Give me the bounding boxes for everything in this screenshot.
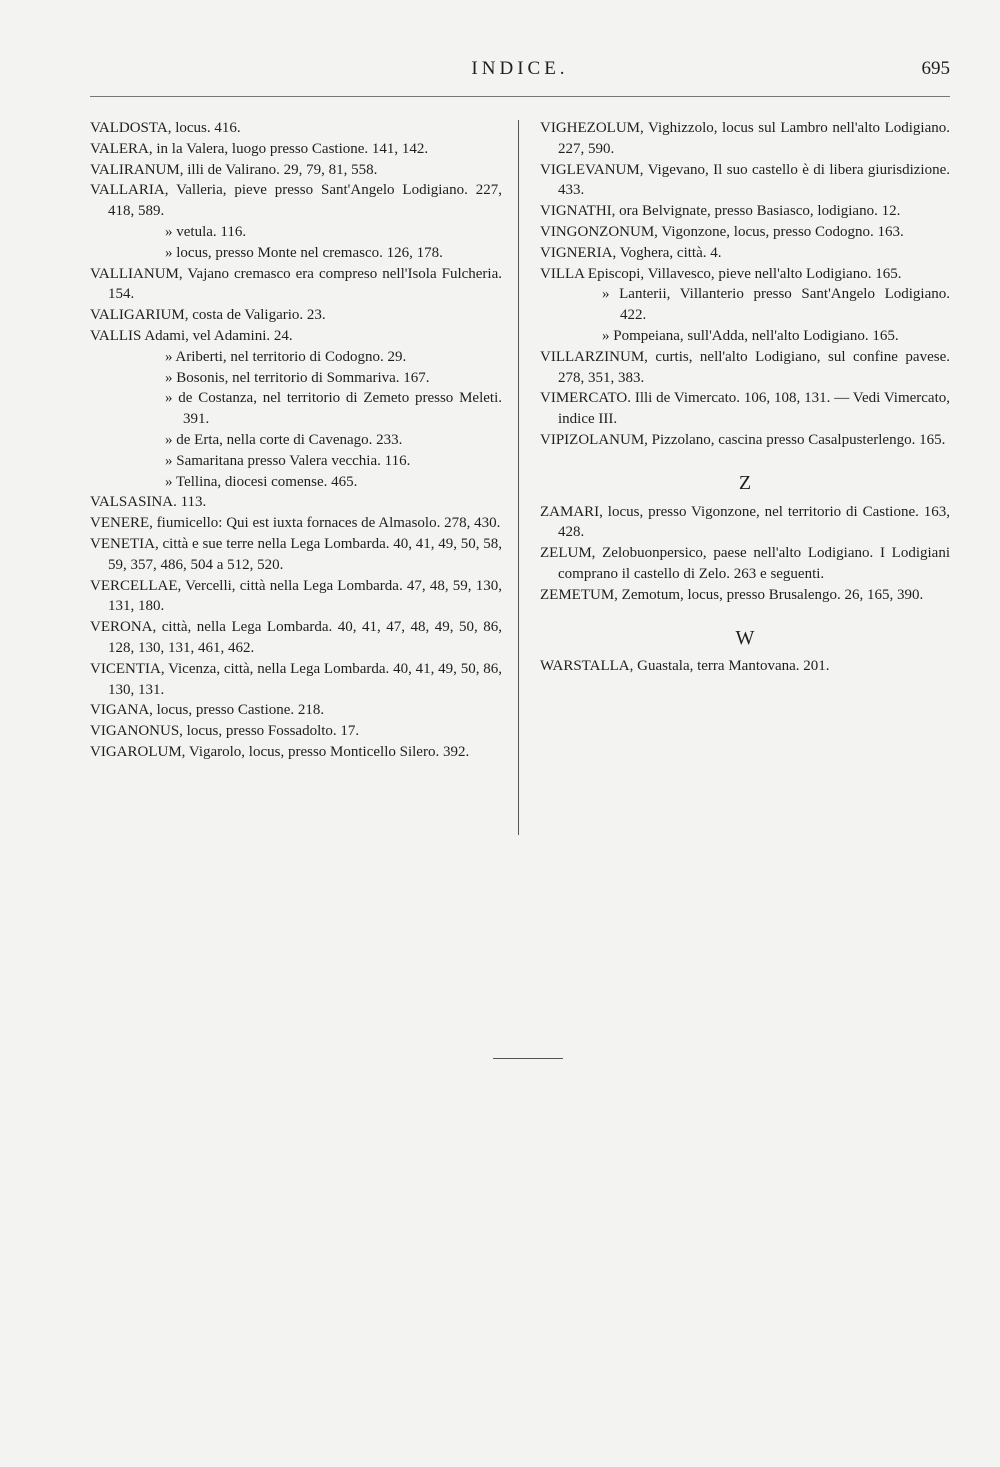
index-entry: VENERE, fiumicello: Qui est iuxta fornaces de Almasolo. 278, 430. <box>90 515 501 532</box>
column-divider <box>518 120 519 835</box>
index-subentry: » Lanterii, Villanterio presso Sant'Angelo Lodigiano. 422. <box>602 286 950 324</box>
index-subentry: » Pompeiana, sull'Adda, nell'alto Lodigiano. 165. <box>602 327 899 344</box>
index-entry: ZAMARI, locus, presso Vigonzone, nel territorio di Castione. 163, 428. <box>540 503 950 541</box>
index-entry: VENETIA, città e sue terre nella Lega Lombarda. 40, 41, 49, 50, 58, 59, 357, 486, 504 a 512, 520. <box>90 535 502 573</box>
index-entry: VIGANA, locus, presso Castione. 218. <box>90 702 325 719</box>
right-column <box>540 118 950 677</box>
index-entry: VILLARZINUM, curtis, nell'alto Lodigiano, sul confine pavese. 278, 351, 383. <box>540 348 950 386</box>
index-entry: VALLIANUM, Vajano cremasco era compreso nell'Isola Fulcheria. 154. <box>90 265 502 303</box>
index-entry: VALDOSTA, locus. 416. <box>90 120 241 136</box>
section-letter-z: Z <box>738 471 752 494</box>
header-rule <box>90 96 950 97</box>
index-entry: VILLA Episcopi, Villavesco, pieve nell'alto Lodigiano. 165. <box>540 265 902 282</box>
left-column <box>90 118 502 763</box>
index-entry: WARSTALLA, Guastala, terra Mantovana. 201. <box>540 658 830 675</box>
index-entry: VIGNERIA, Voghera, città. 4. <box>540 244 722 261</box>
index-entry: VINGONZONUM, Vigonzone, locus, presso Codogno. 163. <box>540 223 904 240</box>
index-entry: ZEMETUM, Zemotum, locus, presso Brusalengo. 26, 165, 390. <box>540 586 924 603</box>
index-entry: VIGLEVANUM, Vigevano, Il suo castello è di libera giurisdizione. 433. <box>540 161 950 199</box>
index-entry: ZELUM, Zelobuonpersico, paese nell'alto Lodigiano. I Lodigiani comprano il castello di Zelo. 263 e seguenti. <box>540 545 950 582</box>
page-title: INDICE. <box>471 58 569 79</box>
index-entry: VIGAROLUM, Vigarolo, locus, presso Monticello Silero. 392. <box>90 743 470 760</box>
index-entry: VIGNATHI, ora Belvignate, presso Basiasco, lodigiano. 12. <box>540 203 901 220</box>
index-subentry: » Bosonis, nel territorio di Sommariva. 167. <box>165 369 430 386</box>
closing-rule <box>493 1058 563 1059</box>
index-entry: VALLIS Adami, vel Adamini. 24. <box>90 327 293 344</box>
index-entry: VIGHEZOLUM, Vighizzolo, locus sul Lambro nell'alto Lodigiano. 227, 590. <box>540 120 950 157</box>
section-letter-w: W <box>735 626 755 649</box>
index-entry: VIPIZOLANUM, Pizzolano, cascina presso Casalpusterlengo. 165. <box>540 431 946 448</box>
index-entry: VERCELLAE, Vercelli, città nella Lega Lombarda. 47, 48, 59, 130, 131, 180. <box>90 577 502 615</box>
index-entry: VALSASINA. 113. <box>90 494 207 511</box>
index-entry: VALIRANUM, illi de Valirano. 29, 79, 81, 558. <box>90 161 378 178</box>
index-entry: VALERA, in la Valera, luogo presso Castione. 141, 142. <box>90 140 429 157</box>
index-subentry: » de Costanza, nel territorio di Zemeto presso Meleti. 391. <box>165 390 502 428</box>
index-subentry: » vetula. 116. <box>165 223 247 240</box>
index-subentry: » Ariberti, nel territorio di Codogno. 29. <box>165 348 407 365</box>
index-entry: VIGANONUS, locus, presso Fossadolto. 17. <box>90 723 360 740</box>
index-entry: VALLARIA, Valleria, pieve presso Sant'Angelo Lodigiano. 227, 418, 589. <box>90 182 502 220</box>
page-header <box>90 58 950 98</box>
index-subentry: » de Erta, nella corte di Cavenago. 233. <box>165 431 403 448</box>
index-subentry: » Tellina, diocesi comense. 465. <box>165 473 358 490</box>
index-entry: VICENTIA, Vicenza, città, nella Lega Lombarda. 40, 41, 49, 50, 86, 130, 131. <box>90 660 502 698</box>
index-subentry: » locus, presso Monte nel cremasco. 126, 178. <box>165 244 443 261</box>
index-entry: VALIGARIUM, costa de Valigario. 23. <box>90 307 326 324</box>
index-entry: VIMERCATO. Illi de Vimercato. 106, 108, 131. — Vedi Vimercato, indice III. <box>540 390 950 428</box>
index-entry: VERONA, città, nella Lega Lombarda. 40, 41, 47, 48, 49, 50, 86, 128, 130, 131, 461, 462. <box>90 619 502 656</box>
page-number: 695 <box>921 58 950 79</box>
index-subentry: » Samaritana presso Valera vecchia. 116. <box>165 452 411 469</box>
